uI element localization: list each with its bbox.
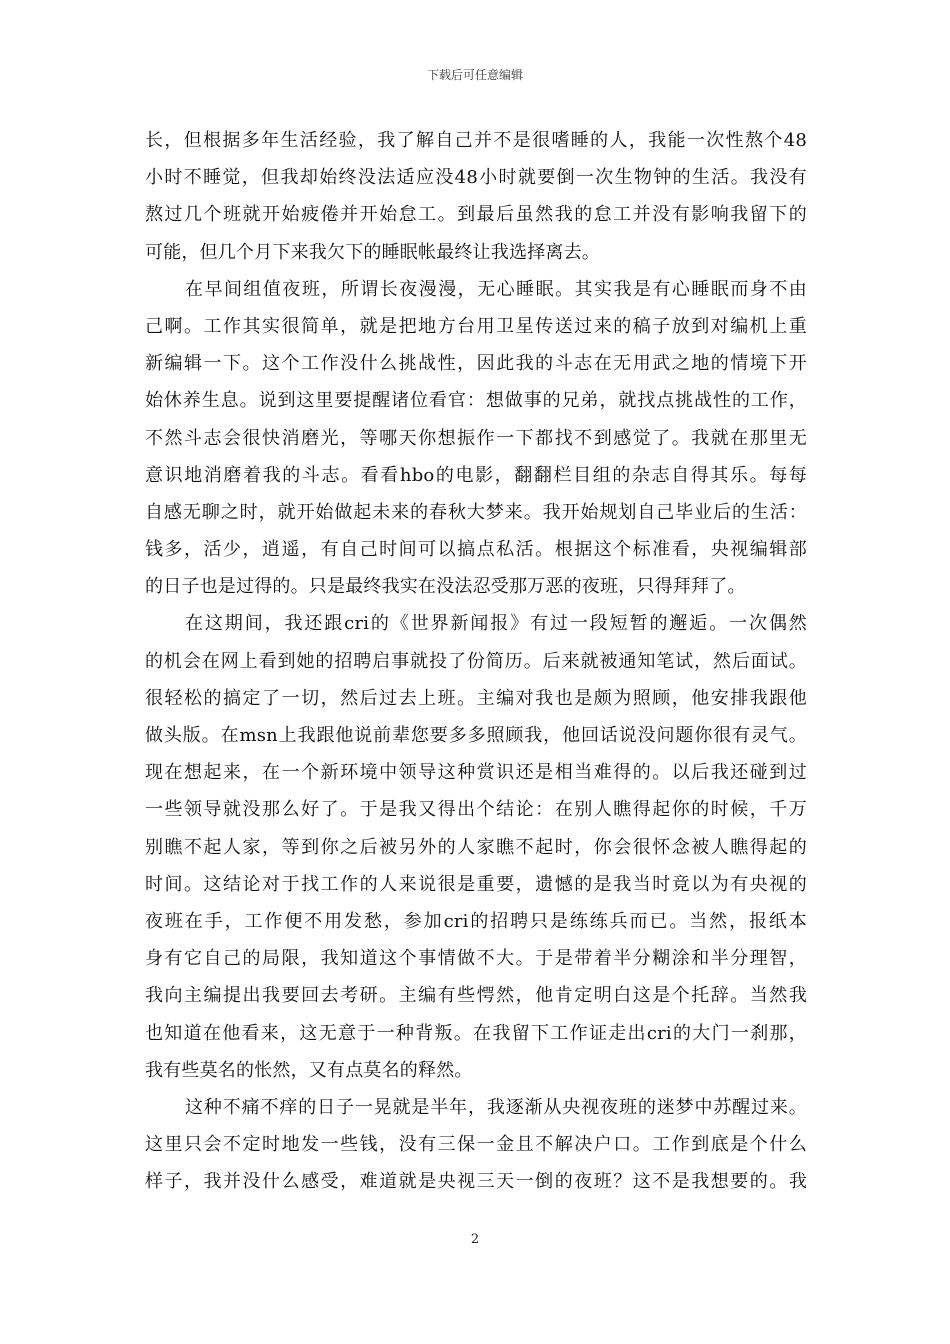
text-line: 新编辑一下。这个工作没什么挑战性，因此我的斗志在无用武之地的情境下开 (145, 353, 807, 375)
text-line: 不然斗志会很快消磨光，等哪天你想振作一下都找不到感觉了。我就在那里无 (145, 427, 807, 449)
text-line: 身有它自己的局限，我知道这个事情做不大。于是带着半分糊涂和半分理智， (145, 948, 807, 970)
text-line: 我向主编提出我要回去考研。主编有些愕然，他肯定明白这是个托辞。当然我 (145, 985, 807, 1007)
text-line: 自感无聊之时，就开始做起未来的春秋大梦来。我开始规划自己毕业后的生活： (145, 501, 807, 523)
text-line: 我有些莫名的怅然，又有点莫名的释然。 (145, 1059, 473, 1081)
text-line: 小时不睡觉，但我却始终没法适应没48小时就要倒一次生物钟的生活。我没有 (145, 167, 807, 189)
text-line: 别瞧不起人家，等到你之后被另外的人家瞧不起时，你会很怀念被人瞧得起的 (145, 836, 807, 858)
text-line: 现在想起来，在一个新环境中领导这种赏识还是相当难得的。以后我还碰到过 (145, 762, 807, 784)
text-line: 己啊。工作其实很简单，就是把地方台用卫星传送过来的稿子放到对编机上重 (145, 315, 807, 337)
text-line: 这里只会不定时地发一些钱，没有三保一金且不解决户口。工作到底是个什么 (145, 1134, 807, 1156)
paragraph-first-line: 在早间组值夜班，所谓长夜漫漫，无心睡眠。其实我是有心睡眠而身不由 (185, 278, 807, 300)
text-line: 很轻松的搞定了一切，然后过去上班。主编对我也是颇为照顾，他安排我跟他 (145, 687, 807, 709)
text-line: 钱多，活少，逍遥，有自己时间可以搞点私活。根据这个标准看，央视编辑部 (145, 539, 807, 561)
page-number: 2 (470, 1232, 480, 1247)
text-line: 可能，但几个月下来我欠下的睡眠帐最终让我选择离去。 (145, 241, 600, 263)
text-line: 时间。这结论对于找工作的人来说很是重要，遗憾的是我当时竟以为有央视的 (145, 873, 807, 895)
paragraph-first-line: 这种不痛不痒的日子一晃就是半年，我逐渐从央视夜班的迷梦中苏醒过来。 (185, 1096, 807, 1118)
text-line: 也知道在他看来，这无意于一种背叛。在我留下工作证走出cri的大门一刹那， (145, 1022, 807, 1044)
text-line: 夜班在手，工作便不用发愁，参加cri的招聘只是练练兵而已。当然，报纸本 (145, 910, 807, 932)
document-body (145, 122, 807, 1200)
text-line: 长，但根据多年生活经验，我了解自己并不是很嗜睡的人，我能一次性熬个48 (145, 130, 807, 151)
text-line: 的日子也是过得的。只是最终我实在没法忍受那万恶的夜班，只得拜拜了。 (145, 576, 746, 598)
text-line: 始休养生息。说到这里要提醒诸位看官：想做事的兄弟，就找点挑战性的工作， (145, 390, 807, 412)
text-line: 意识地消磨着我的斗志。看看hbo的电影，翻翻栏目组的杂志自得其乐。每每 (145, 464, 807, 486)
text-line: 做头版。在msn上我跟他说前辈您要多多照顾我，他回话说没问题你很有灵气。 (145, 725, 807, 746)
paragraph-first-line: 在这期间，我还跟cri的《世界新闻报》有过一段短暂的邂逅。一次偶然 (185, 613, 807, 635)
text-line: 样子，我并没什么感受，难道就是央视三天一倒的夜班？这不是我想要的。我 (145, 1171, 807, 1193)
text-line: 熬过几个班就开始疲倦并开始怠工。到最后虽然我的怠工并没有影响我留下的 (145, 204, 807, 226)
text-line: 的机会在网上看到她的招聘启事就投了份简历。后来就被通知笔试，然后面试。 (145, 650, 807, 672)
text-line: 一些领导就没那么好了。于是我又得出个结论：在别人瞧得起你的时候，千万 (145, 799, 807, 821)
page-header: 下载后可任意编辑 (426, 68, 523, 82)
